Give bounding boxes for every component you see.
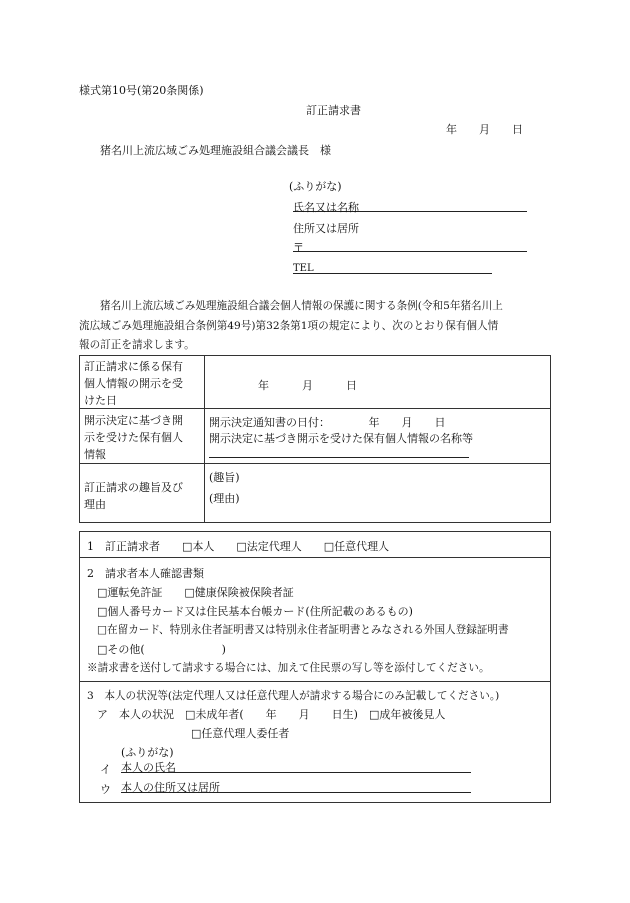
reason-field[interactable]: (理由): [209, 492, 240, 505]
tel-label: TEL: [293, 263, 314, 274]
principal-furigana: (ふりがな): [121, 746, 174, 759]
postal-mark: 〒: [293, 241, 304, 254]
intro-line-1: 猪名川上流広域ごみ処理施設組合議会個人情報の保護に関する条例(令和5年猪名川上: [100, 300, 503, 312]
applicant-name-field[interactable]: [293, 199, 527, 212]
form-number: 様式第10号(第20条関係): [79, 84, 204, 97]
date-line: 年 月 日: [446, 123, 523, 136]
principal-name-mark: イ: [100, 763, 111, 776]
requester-info-table: [79, 531, 551, 803]
id-doc-license-insurance[interactable]: □運転免許証 □健康保険被保険者証: [97, 586, 294, 599]
id-doc-mynumber[interactable]: □個人番号カード又は住民基本台帳カード(住所記載のあるもの): [97, 605, 413, 618]
principal-status-title: 3 本人の状況等(法定代理人又は任意代理人が請求する場合にのみ記載してください。): [87, 690, 500, 702]
applicant-address-label: 住所又は居所: [293, 222, 359, 235]
id-doc-residence-card[interactable]: □在留カード、特別永住者証明書又は特別永住者証明書とみなされる外国人登録証明書: [97, 624, 509, 636]
id-doc-other[interactable]: □その他( ): [97, 643, 226, 656]
purpose-field[interactable]: (趣旨): [209, 471, 240, 484]
applicant-furigana: (ふりがな): [289, 180, 342, 193]
applicant-name-label: 氏名又は名称: [293, 201, 359, 214]
disclosed-info-name-field[interactable]: 開示決定に基づき開示を受けた保有個人情報の名称等: [209, 430, 469, 458]
intro-line-3: 報の訂正を請求します。: [79, 339, 195, 351]
purpose-reason-label: 訂正請求の趣旨及び 理由: [84, 481, 183, 511]
applicant-postal-field[interactable]: [293, 239, 527, 252]
principal-address-mark: ウ: [100, 783, 111, 796]
addressee: 猪名川上流広域ごみ処理施設組合議会議長 様: [100, 144, 331, 157]
disclosure-date-value[interactable]: 年 月 日: [258, 379, 357, 392]
disclosed-info-label: 開示決定に基づき開 示を受けた保有個人 情報: [84, 414, 183, 461]
intro-line-2: 流広域ごみ処理施設組合条例第49号)第32条第1項の規定により、次のとおり保有個人情: [79, 320, 499, 332]
principal-name-field[interactable]: 本人の氏名: [121, 759, 471, 773]
request-detail-table: [79, 355, 551, 523]
id-docs-note: ※請求書を送付して請求する場合には、加えて住民票の写し等を添付してください。: [87, 662, 490, 674]
disclosure-date-label: 訂正請求に係る保有 個人情報の開示を受 けた日: [84, 360, 183, 407]
applicant-tel-field[interactable]: [293, 261, 492, 274]
notice-date-field[interactable]: 開示決定通知書の日付： 年 月 日: [209, 416, 446, 429]
principal-status-row[interactable]: ア 本人の状況 □未成年者( 年 月 日生) □成年被後見人: [97, 708, 446, 721]
form-title: 訂正請求書: [306, 104, 361, 117]
principal-address-field[interactable]: 本人の住所又は居所: [121, 779, 471, 793]
principal-status-delegator[interactable]: □任意代理人委任者: [191, 727, 290, 740]
requester-type-row[interactable]: 1 訂正請求者 □本人 □法定代理人 □任意代理人: [87, 540, 390, 553]
id-docs-title: 2 請求者本人確認書類: [87, 567, 204, 580]
